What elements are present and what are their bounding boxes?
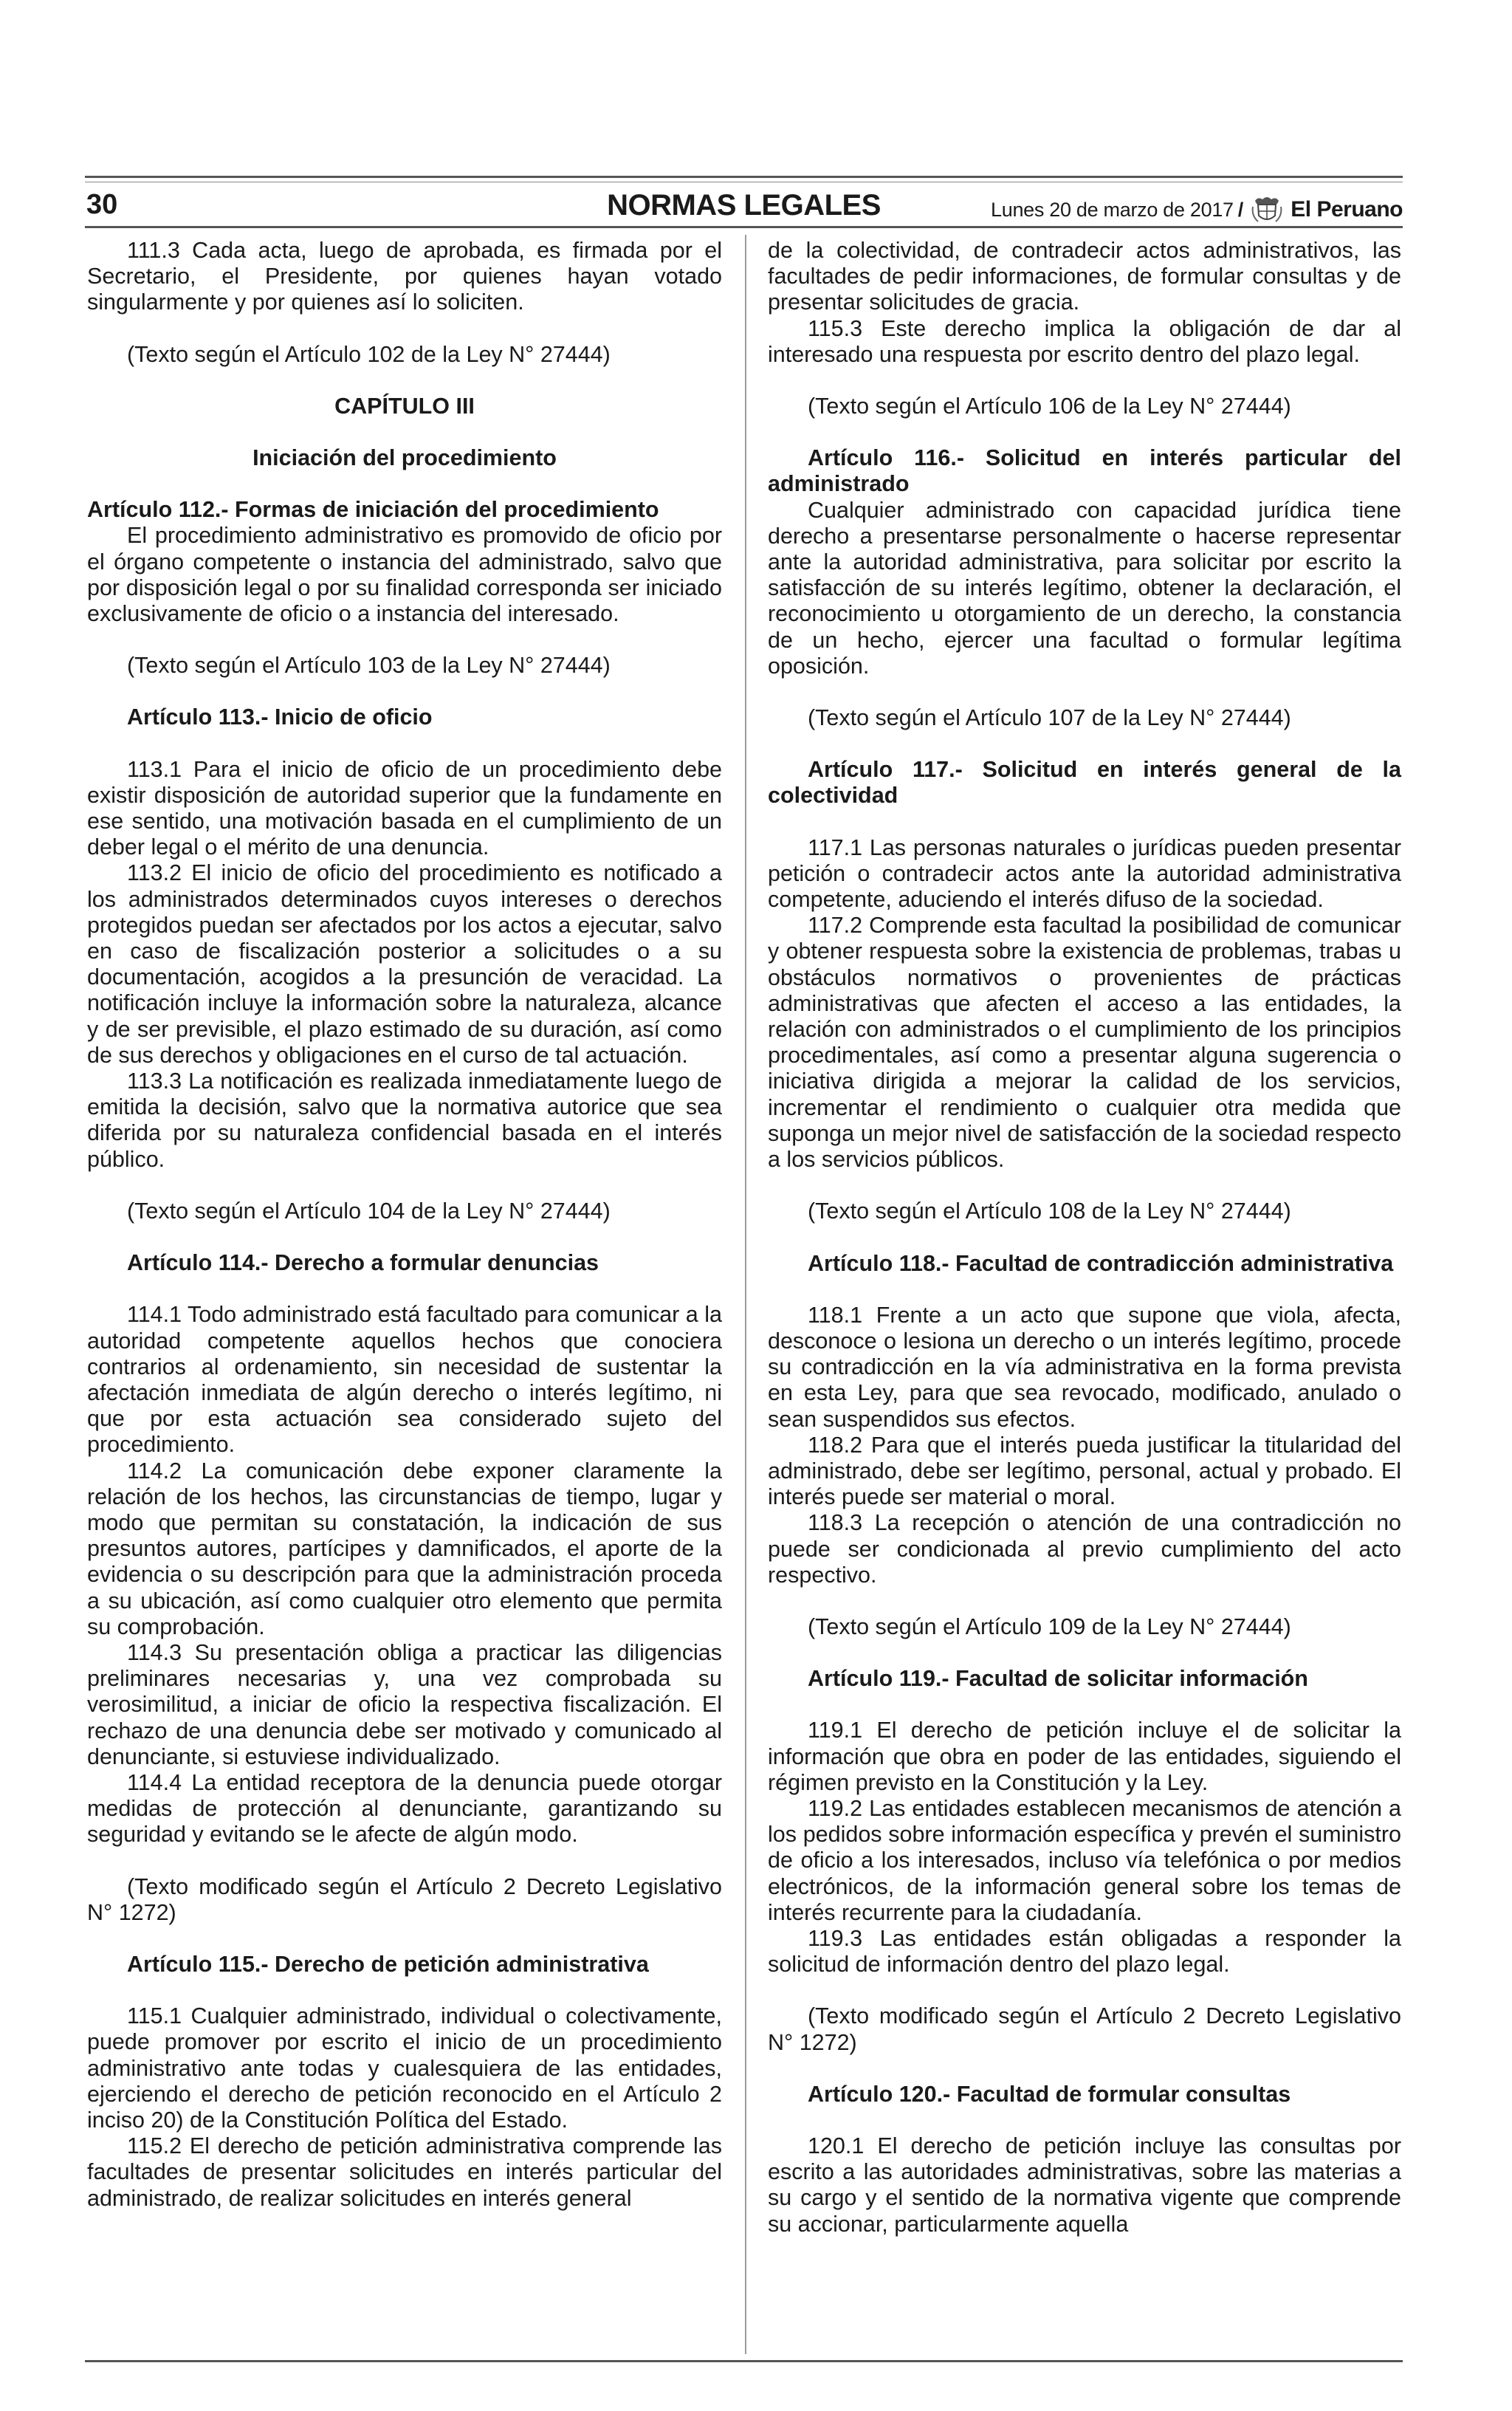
header-separator: / [1237,198,1244,221]
peru-coat-of-arms-icon [1251,193,1283,226]
paragraph: 118.2 Para que el interés pueda justificar la titularidad del administrado, debe ser legítimo, personal, actual y probado. El interés puede ser material o moral. [768,1432,1401,1510]
section-title: NORMAS LEGALES [607,189,881,222]
article-heading: Artículo 115.- Derecho de petición administrativa [127,1951,649,1977]
paragraph: 115.3 Este derecho implica la obligación de dar al interesado una respuesta por escrito dentro del plazo legal. [768,315,1401,367]
paragraph: de la colectividad, de contradecir actos administrativos, las facultades de pedir informaciones, de formular consultas y de presentar solicitudes de gracia. [768,238,1401,315]
paragraph: Cualquier administrado con capacidad jurídica tiene derecho a presentarse personalmente o hacerse representar ante la autoridad administrativa, para solicitar por escrito la satisfacción de su interés legítimo, obtener la declaración, el reconocimiento u otorgamiento de un derecho, la constancia de un hecho, ejercer una facultad o formular legítima oposición. [768,497,1401,679]
source-note: (Texto modificado según el Artículo 2 Decreto Legislativo N° 1272) [768,2003,1401,2055]
header-top-rule [85,176,1403,178]
chapter-heading: CAPÍTULO III [334,393,475,419]
source-note: (Texto según el Artículo 102 de la Ley N° 27444) [127,341,611,367]
source-note: (Texto modificado según el Artículo 2 Decreto Legislativo N° 1272) [87,1873,722,1925]
paragraph: 115.1 Cualquier administrado, individual o colectivamente, puede promover por escrito el inicio de un procedimiento administrativo ante todas y cualesquiera de las entidades, ejerciendo el derecho de petición reconocido en el Artículo 2 inciso 20) de la Constitución Política del Estado. [87,2003,722,2133]
left-column [87,238,722,2212]
source-note: (Texto según el Artículo 108 de la Ley N° 27444) [808,1198,1291,1224]
paragraph: 114.1 Todo administrado está facultado para comunicar a la autoridad competente aquellos hechos que conociera contrarios al ordenamiento, sin necesidad de sustentar la afectación inmediata de algún derecho o interés legítimo, ni que por esta actuación sea considerado sujeto del procedimiento. [87,1302,722,1458]
paragraph: 114.3 Su presentación obliga a practicar las diligencias preliminares necesarias y, una vez comprobada su verosimilitud, a iniciar de oficio la respectiva fiscalización. El rechazo de una denuncia debe ser motivado y comunicado al denunciante, si estuviese individualizado. [87,1639,722,1769]
article-heading: Artículo 118.- Facultad de contradicción administrativa [808,1250,1394,1276]
article-heading: Artículo 119.- Facultad de solicitar información [808,1666,1308,1692]
paragraph: 118.1 Frente a un acto que supone que viola, afecta, desconoce o lesiona un derecho o un interés legítimo, procede su contradicción en la vía administrativa en la forma prevista en esta Ley, para que sea revocado, modificado, anulado o sean suspendidos sus efectos. [768,1302,1401,1432]
article-heading: Artículo 117.- Solicitud en interés general de la colectividad [768,757,1401,809]
paragraph: 119.1 El derecho de petición incluye el de solicitar la información que obra en poder de las entidades, siguiendo el régimen previsto en la Constitución y la Ley. [768,1718,1401,1795]
paragraph: 119.2 Las entidades establecen mecanismos de atención a los pedidos sobre información específica y prevén el suministro de oficio a los interesados, incluso vía telefónica o por medios electrónicos, de la información general sobre los temas de interés recurrente para la ciudadanía. [768,1795,1401,1925]
newspaper-brand: El Peruano [1291,197,1403,222]
article-heading: Artículo 120.- Facultad de formular consultas [808,2081,1291,2107]
source-note: (Texto según el Artículo 109 de la Ley N° 27444) [808,1613,1291,1639]
page-header [85,185,1403,226]
paragraph: 118.3 La recepción o atención de una contradicción no puede ser condicionada al previo cumplimiento del acto respectivo. [768,1510,1401,1588]
paragraph: 113.2 El inicio de oficio del procedimiento es notificado a los administrados determinados cuyos intereses o derechos protegidos puedan ser afectados por los actos a ejecutar, salvo en caso de fiscalización posterior a solicitudes o a su documentación, acogidos a la presunción de veracidad. La notificación incluye la información sobre la naturaleza, alcance y de ser previsible, el plazo estimado de su duración, así como de sus derechos y obligaciones en el curso de tal actuación. [87,860,722,1068]
paragraph: 119.3 Las entidades están obligadas a responder la solicitud de información dentro del plazo legal. [768,1925,1401,1978]
header-date-brand [991,193,1403,226]
paragraph: 113.1 Para el inicio de oficio de un procedimiento debe existir disposición de autoridad superior que la fundamente en ese sentido, una motivación basada en el cumplimiento de un deber legal o el mérito de una denuncia. [87,756,722,860]
paragraph: 117.1 Las personas naturales o jurídicas pueden presentar petición o contradecir actos ante la autoridad administrativa competente, aduciendo el interés difuso de la sociedad. [768,834,1401,913]
page-number: 30 [86,189,118,220]
article-heading: Artículo 113.- Inicio de oficio [127,704,433,730]
paragraph: 113.3 La notificación es realizada inmediatamente luego de emitida la decisión, salvo que la normativa autorice que sea diferida por su naturaleza confidencial basada en el interés público. [87,1069,722,1172]
source-note: (Texto según el Artículo 103 de la Ley N° 27444) [127,653,611,679]
source-note: (Texto según el Artículo 106 de la Ley N° 27444) [808,394,1291,419]
paragraph: 115.2 El derecho de petición administrativa comprende las facultades de presentar solicitudes en interés particular del administrado, de realizar solicitudes en interés general [87,2133,722,2211]
article-heading: Artículo 112.- Formas de iniciación del procedimiento [87,497,659,523]
footer-rule [85,2360,1403,2362]
paragraph: 114.4 La entidad receptora de la denuncia puede otorgar medidas de protección al denunciante, garantizando su seguridad y evitando se le afecte de algún modo. [87,1769,722,1848]
paragraph: 111.3 Cada acta, luego de aprobada, es firmada por el Secretario, el Presidente, por quienes hayan votado singularmente y por quienes así lo soliciten. [87,238,722,315]
paragraph: El procedimiento administrativo es promovido de oficio por el órgano competente o instancia del administrado, salvo que por disposición legal o por su finalidad corresponda ser iniciado exclusivamente de oficio o a instancia del interesado. [87,523,722,627]
source-note: (Texto según el Artículo 104 de la Ley N° 27444) [127,1198,611,1224]
article-heading: Artículo 114.- Derecho a formular denuncias [127,1250,599,1276]
header-bottom-rule [85,226,1403,228]
chapter-title: Iniciación del procedimiento [252,445,557,471]
right-column [768,238,1401,2237]
paragraph: 114.2 La comunicación debe exponer claramente la relación de los hechos, las circunstancias de tiempo, lugar y modo que permitan su constatación, la indicación de sus presuntos autores, partícipes y damnificados, el aporte de la evidencia o su descripción para que la administración proceda a su ubicación, así como cualquier otro elemento que permita su comprobación. [87,1458,722,1639]
source-note: (Texto según el Artículo 107 de la Ley N° 27444) [808,705,1291,731]
publication-date: Lunes 20 de marzo de 2017 [991,198,1234,221]
article-heading: Artículo 116.- Solicitud en interés particular del administrado [768,445,1401,497]
paragraph: 120.1 El derecho de petición incluye las consultas por escrito a las autoridades administrativas, sobre las materias a su cargo y el sentido de la normativa vigente que comprende su accionar, particularmente aquella [768,2133,1401,2237]
column-divider [745,235,746,2354]
paragraph: 117.2 Comprende esta facultad la posibilidad de comunicar y obtener respuesta sobre la existencia de problemas, trabas u obstáculos normativos o provenientes de prácticas administrativas que afecten el acceso a las entidades, la relación con administrados o el cumplimiento de los principios procedimentales, así como a presentar alguna sugerencia o iniciativa dirigida a mejorar la calidad de los servicios, incrementar el rendimiento o cualquier otra medida que suponga un mejor nivel de satisfacción de la sociedad respecto a los servicios públicos. [768,913,1401,1173]
